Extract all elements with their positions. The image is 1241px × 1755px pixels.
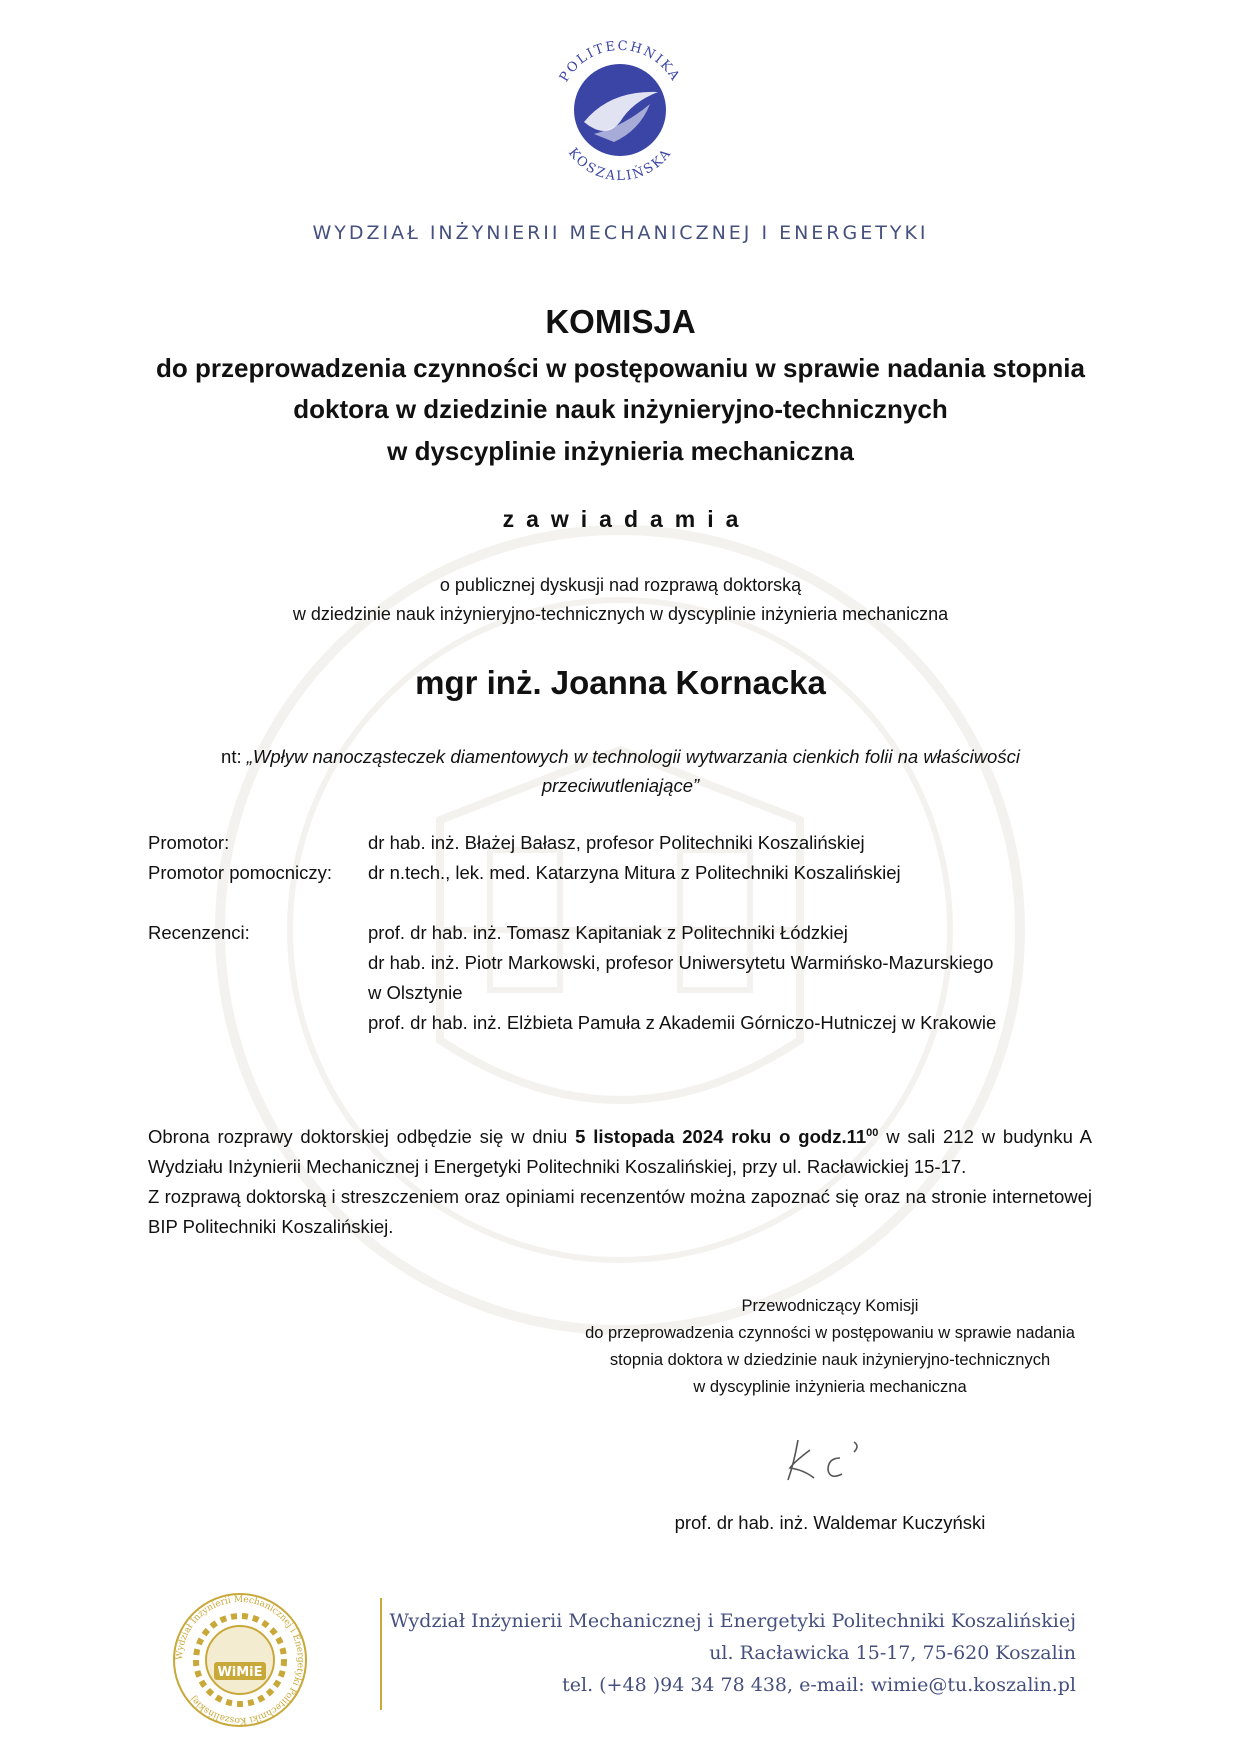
defense-date: 5 listopada 2024 roku o godz.11 [575, 1126, 867, 1147]
subtitle-line-1: do przeprowadzenia czynności w postępowaniu w sprawie nadania stopnia [156, 353, 1085, 383]
badge-ring-text: Wydział Inżynierii Mechanicznej i Energetyki Politechniki Koszalińskiej [174, 1594, 306, 1726]
footer-contact [389, 1605, 1076, 1701]
reviewer-2-continued: w Olsztynie [368, 982, 463, 1003]
assistant-promotor-label: Promotor pomocniczy: [148, 862, 333, 883]
chair-title-line-4: w dyscyplinie inżynieria mechaniczna [693, 1378, 967, 1396]
documents-info: Z rozprawą doktorską i streszczeniem oraz opiniami recenzentów można zapoznać się oraz na stronie internetowej BIP Politechniki Koszalińskiej. [148, 1186, 1092, 1237]
intro-line-1: o publicznej dyskusji nad rozprawą doktorską [439, 575, 802, 595]
svg-text:POLITECHNIKA: POLITECHNIKA [557, 38, 683, 85]
defense-announcement [148, 1122, 1092, 1242]
handwritten-signature [770, 1428, 900, 1488]
defense-text-end: w sali 212 w budynku A Wydziału Inżynierii Mechanicznej i Energetyki Politechniki Koszalińskiej, przy ul. Racławickiej 15-17. [148, 1126, 1093, 1177]
subtitle-line-3: w dyscyplinie inżynieria mechaniczna [387, 436, 854, 466]
announce-heading: zawiadamia [502, 506, 751, 532]
assistant-promotor-name: dr n.tech., lek. med. Katarzyna Mitura z Politechniki Koszalińskiej [368, 862, 901, 883]
faculty-header: WYDZIAŁ INŻYNIERII MECHANICZNEJ I ENERGETYKI [312, 222, 929, 244]
thesis-title [200, 742, 1041, 800]
chair-name: prof. dr hab. inż. Waldemar Kuczyński [674, 1512, 986, 1533]
badge-text: WiMiE [217, 1665, 263, 1680]
defense-text-start: Obrona rozprawy doktorskiej odbędzie się w dniu [148, 1126, 576, 1147]
chair-title-line-2: do przeprowadzenia czynności w postępowaniu w sprawie nadania [585, 1324, 1075, 1342]
document-title: KOMISJA [545, 303, 696, 340]
chair-title-line-1: Przewodniczący Komisji [741, 1297, 919, 1315]
subtitle-line-2: doktora w dziedzinie nauk inżynieryjno-technicznych [293, 394, 948, 424]
faculty-badge-logo [170, 1590, 310, 1730]
thesis-title-line-2: przeciwutleniające” [541, 775, 700, 796]
svg-text:KOSZALIŃSKA: KOSZALIŃSKA [564, 145, 676, 185]
footer-address-line-2: ul. Racławicka 15-17, 75-620 Koszalin [709, 1642, 1076, 1664]
university-logo [540, 30, 700, 190]
reviewers-label: Recenzenci: [148, 922, 250, 943]
reviewer-2: dr hab. inż. Piotr Markowski, profesor Uniwersytetu Warmińsko-Mazurskiego [368, 952, 994, 973]
chair-title-block [560, 1293, 1100, 1401]
reviewer-3: prof. dr hab. inż. Elżbieta Pamuła z Akademii Górniczo-Hutniczej w Krakowie [368, 1012, 997, 1033]
reviewer-1: prof. dr hab. inż. Tomasz Kapitaniak z Politechniki Łódzkiej [368, 922, 848, 943]
promotor-label: Promotor: [148, 832, 230, 853]
footer-divider [380, 1598, 382, 1710]
promotor-name: dr hab. inż. Błażej Bałasz, profesor Politechniki Koszalińskiej [368, 832, 865, 853]
thesis-title-line-1: „Wpływ nanocząsteczek diamentowych w technologii wytwarzania cienkich folii na właściwości [246, 746, 1020, 767]
thesis-prefix: nt: [221, 746, 247, 767]
intro-line-2: w dziedzinie nauk inżynieryjno-technicznych w dyscyplinie inżynieria mechaniczna [292, 604, 949, 624]
footer-contact-line: tel. (+48 )94 34 78 438, e-mail: wimie@tu.koszalin.pl [562, 1674, 1076, 1696]
chair-title-line-3: stopnia doktora w dziedzinie nauk inżynieryjno-technicznych [609, 1351, 1051, 1369]
candidate-name: mgr inż. Joanna Kornacka [415, 664, 826, 701]
footer-address-line-1: Wydział Inżynierii Mechanicznej i Energetyki Politechniki Koszalińskiej [389, 1610, 1076, 1632]
defense-time-minutes: 00 [866, 1127, 879, 1139]
